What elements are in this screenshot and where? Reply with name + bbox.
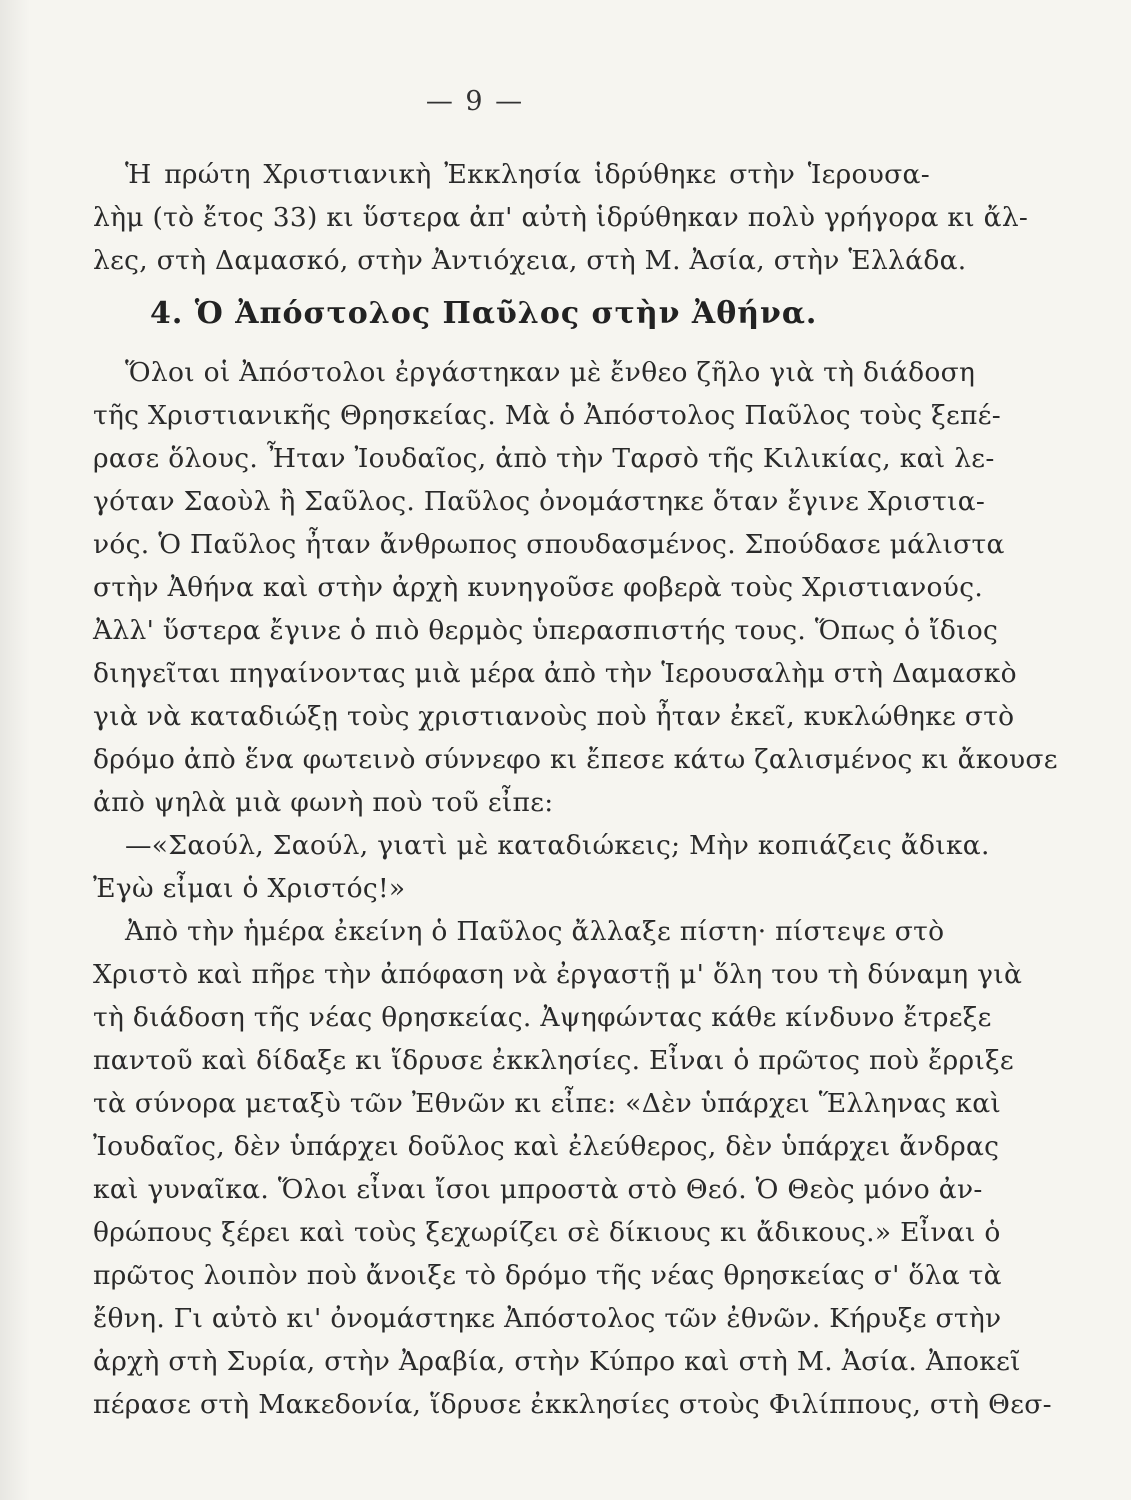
text-line: τὰ σύνορα μεταξὺ τῶν Ἐθνῶν κι εἶπε: «Δὲν ὑπάρχει Ἕλληνας καὶ <box>93 1088 1002 1119</box>
text-line: ἀρχὴ στὴ Συρία, στὴν Ἀραβία, στὴν Κύπρο καὶ στὴ Μ. Ἀσία. Ἀποκεῖ <box>93 1346 1021 1377</box>
text-line: ρασε ὅλους. Ἦταν Ἰουδαῖος, ἀπὸ τὴν Ταρσὸ τῆς Κιλικίας, καὶ λε- <box>93 443 995 474</box>
text-line: γόταν Σαοὺλ ἢ Σαῦλος. Παῦλος ὀνομάστηκε ὅταν ἔγινε Χριστια- <box>93 486 986 517</box>
text-line: δρόμο ἀπὸ ἕνα φωτεινὸ σύννεφο κι ἔπεσε κάτω ζαλισμένος κι ἄκουσε <box>93 744 1058 775</box>
text-line: Ὅλοι οἱ Ἀπόστολοι ἐργάστηκαν μὲ ἔνθεο ζῆλο γιὰ τὴ διάδοση <box>125 357 976 388</box>
text-line: Ἰουδαῖος, δὲν ὑπάρχει δοῦλος καὶ ἐλεύθερος, δὲν ὑπάρχει ἄνδρας <box>93 1131 1000 1162</box>
page-number: — 9 — <box>425 86 525 117</box>
text-line: —«Σαούλ, Σαούλ, γιατὶ μὲ καταδιώκεις; Μὴν κοπιάζεις ἄδικα. <box>125 830 990 861</box>
text-line: ἀπὸ ψηλὰ μιὰ φωνὴ ποὺ τοῦ εἶπε: <box>93 787 554 818</box>
text-line: πρῶτος λοιπὸν ποὺ ἄνοιξε τὸ δρόμο τῆς νέας θρησκείας σ' ὅλα τὰ <box>93 1260 1002 1291</box>
text-line: γιὰ νὰ καταδιώξῃ τοὺς χριστιανοὺς ποὺ ἦταν ἐκεῖ, κυκλώθηκε στὸ <box>93 701 1015 732</box>
text-line: Ἡ πρώτη Χριστιανικὴ Ἐκκλησία ἱδρύθηκε στὴν Ἱερουσα- <box>125 159 930 190</box>
text-line: πέρασε στὴ Μακεδονία, ἵδρυσε ἐκκλησίες στοὺς Φιλίππους, στὴ Θεσ- <box>93 1389 1052 1420</box>
text-line: θρώπους ξέρει καὶ τοὺς ξεχωρίζει σὲ δίκιους κι ἄδικους.» Εἶναι ὁ <box>93 1217 1001 1248</box>
text-line: λες, στὴ Δαμασκό, στὴν Ἀντιόχεια, στὴ Μ. Ἀσία, στὴν Ἑλλάδα. <box>93 245 967 276</box>
text-line: Ἐγὼ εἶμαι ὁ Χριστός!» <box>93 873 406 904</box>
text-line: στὴν Ἀθήνα καὶ στὴν ἀρχὴ κυνηγοῦσε φοβερὰ τοὺς Χριστιανούς. <box>93 572 984 603</box>
text-line: Χριστὸ καὶ πῆρε τὴν ἀπόφαση νὰ ἐργαστῇ μ' ὅλη του τὴ δύναμη γιὰ <box>93 959 1023 990</box>
text-line: λὴμ (τὸ ἔτος 33) κι ὕστερα ἀπ' αὐτὴ ἱδρύθηκαν πολὺ γρήγορα κι ἄλ- <box>93 202 1029 233</box>
text-line: ἔθνη. Γι αὐτὸ κι' ὀνομάστηκε Ἀπόστολος τῶν ἐθνῶν. Κήρυξε στὴν <box>93 1303 1002 1334</box>
text-line: παντοῦ καὶ δίδαξε κι ἵδρυσε ἐκκλησίες. Εἶναι ὁ πρῶτος ποὺ ἔρριξε <box>93 1045 1014 1076</box>
text-line: νός. Ὁ Παῦλος ἦταν ἄνθρωπος σπουδασμένος. Σπούδασε μάλιστα <box>93 529 1005 560</box>
text-line: Ἀπὸ τὴν ἡμέρα ἐκείνη ὁ Παῦλος ἄλλαξε πίστη· πίστεψε στὸ <box>125 916 945 947</box>
text-line: τὴ διάδοση τῆς νέας θρησκείας. Ἀψηφώντας κάθε κίνδυνο ἔτρεξε <box>93 1002 992 1033</box>
text-line: Ἀλλ' ὕστερα ἔγινε ὁ πιὸ θερμὸς ὑπερασπιστής τους. Ὅπως ὁ ἴδιος <box>93 615 999 646</box>
text-line: καὶ γυναῖκα. Ὅλοι εἶναι ἴσοι μπροστὰ στὸ Θεό. Ὁ Θεὸς μόνο ἀν- <box>93 1174 983 1205</box>
section-heading: 4. Ὁ Ἀπόστολος Παῦλος στὴν Ἀθήνα. <box>150 296 818 331</box>
text-line: διηγεῖται πηγαίνοντας μιὰ μέρα ἀπὸ τὴν Ἱερουσαλὴμ στὴ Δαμασκὸ <box>93 658 1017 689</box>
text-line: τῆς Χριστιανικῆς Θρησκείας. Μὰ ὁ Ἀπόστολος Παῦλος τοὺς ξεπέ- <box>93 400 1002 431</box>
